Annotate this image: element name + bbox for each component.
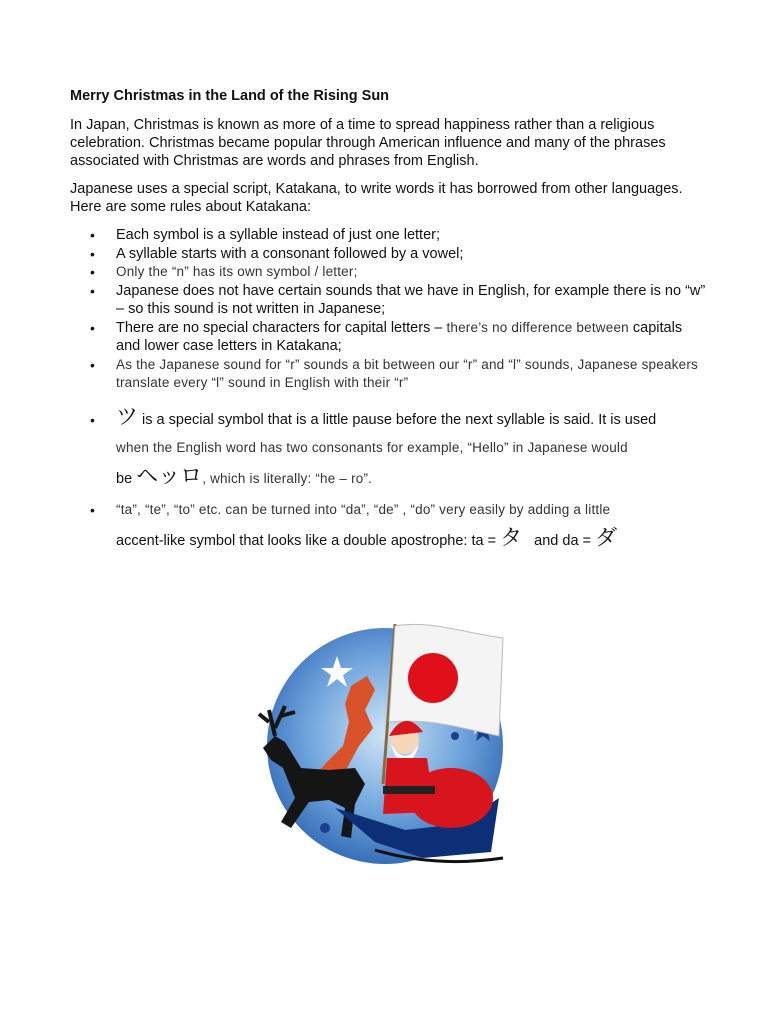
list-item [70, 282, 710, 319]
list-item [70, 356, 710, 393]
flag-sun-circle [408, 653, 458, 703]
list-item [70, 245, 710, 264]
rule-text: Japanese does not have certain sounds that we have in English, for example there is no “w” – so this sound is not written in Japanese; [116, 282, 706, 317]
rule-text: and da = [522, 533, 596, 549]
bullet-icon: • [90, 356, 95, 373]
santa-sleigh-japan-illustration [255, 618, 525, 868]
katakana-rules-list [70, 226, 710, 393]
bullet-icon: • [90, 412, 95, 428]
rule-text: There are no special characters for capital letters – [116, 319, 447, 336]
list-item [70, 319, 710, 356]
katakana-paragraph: Japanese uses a special script, Katakana, to write words it has borrowed from other languages. Here are some rules about Katakana: [70, 181, 683, 215]
da-katakana: ダ [595, 526, 618, 551]
bullet-icon: • [90, 319, 95, 336]
bullet-icon: • [90, 264, 95, 280]
rule-text: accent-like symbol that looks like a double apostrophe: ta = [116, 533, 501, 549]
bullet-icon: • [90, 245, 95, 262]
list-item [70, 263, 710, 282]
page-title: Merry Christmas in the Land of the Rising Sun [70, 88, 390, 104]
rule-text: As the Japanese sound for “r” sounds a bit between our “r” and “l” sounds, Japanese speakers translate every “l” sound in English with their “r” [116, 356, 698, 390]
rule-text: be [116, 471, 137, 487]
bullet-icon: • [90, 502, 95, 518]
katakana-symbols-list [70, 406, 710, 558]
tsu-katakana: ツ [116, 405, 139, 430]
list-item [70, 226, 710, 245]
rule-text: “ta”, “te”, “to” etc. can be turned into “da”, “de” , “do” very easily by adding a little [116, 502, 611, 517]
list-item [70, 496, 710, 558]
ta-katakana: タ [500, 526, 523, 551]
rule-text: A syllable starts with a consonant followed by a vowel; [116, 245, 464, 262]
intro-paragraph: In Japan, Christmas is known as more of a time to spread happiness rather than a religious celebration. Christmas became popular through American influence and many of the phrases associated with Christmas are words and phrases from English. [70, 117, 666, 169]
rule-text: Only the “n” has its own symbol / letter; [116, 264, 358, 279]
list-item [70, 406, 710, 496]
hello-katakana: ヘッロ [136, 464, 203, 489]
rule-text: capitals and lower case letters in Katakana; [116, 319, 683, 354]
rule-text: there’s no difference between [446, 319, 629, 335]
rule-text: , which is literally: “he – ro”. [202, 471, 373, 486]
bullet-icon: • [90, 227, 95, 243]
rule-text: when the English word has two consonants for example, “Hello” in Japanese would [116, 440, 628, 455]
rule-text: is a special symbol that is a little pause before the next syllable is said. It is used [138, 412, 657, 428]
bullet-icon: • [90, 282, 95, 299]
rule-text: Each symbol is a syllable instead of just one letter; [116, 227, 440, 243]
